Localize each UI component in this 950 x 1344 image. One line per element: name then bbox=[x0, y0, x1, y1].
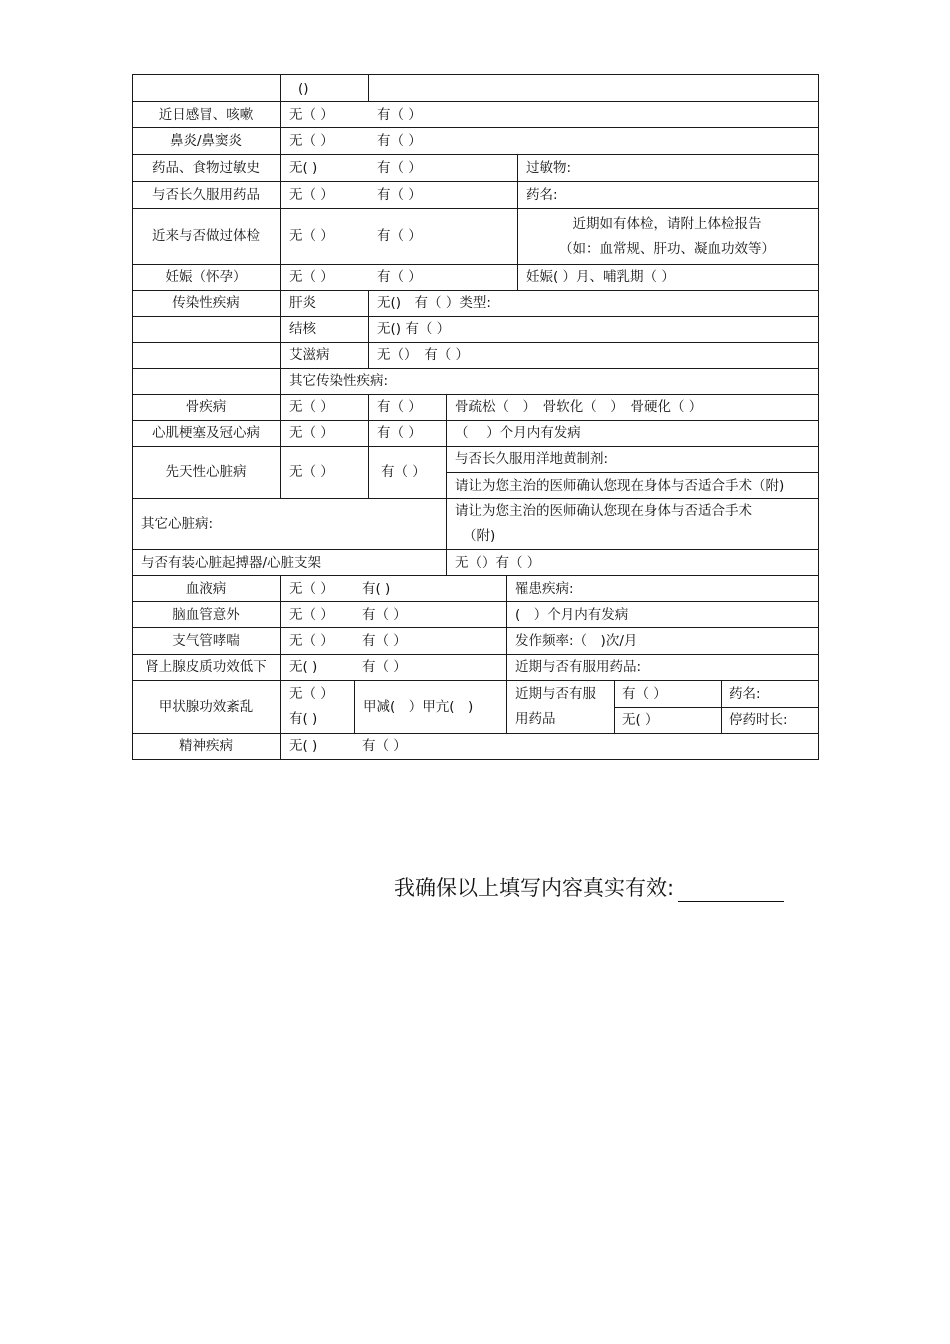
aids-field: 无（） 有（ ） bbox=[377, 347, 470, 363]
row-border bbox=[132, 154, 819, 155]
col-border bbox=[368, 290, 369, 368]
option-no: 无（ ） bbox=[289, 633, 334, 649]
row-border bbox=[132, 208, 819, 209]
digitalis-field: 与否长久服用洋地黄制剂: bbox=[455, 451, 609, 467]
row-border bbox=[132, 627, 819, 628]
option-yes: 有（ ） bbox=[362, 633, 407, 649]
drug-name-field: 药名: bbox=[526, 187, 558, 203]
row-border bbox=[132, 446, 819, 447]
row-border bbox=[132, 549, 819, 550]
col-border bbox=[446, 394, 447, 575]
row-label: 甲状腺功效紊乱 bbox=[158, 699, 254, 715]
row-label: 肾上腺皮质功效低下 bbox=[145, 659, 267, 675]
row-label: 药品、食物过敏史 bbox=[152, 160, 260, 176]
row-border bbox=[132, 290, 819, 291]
row-border bbox=[132, 680, 819, 681]
option-no: 无( ) bbox=[289, 160, 318, 176]
col-border bbox=[280, 74, 281, 498]
row-border bbox=[132, 264, 819, 265]
pregnancy-field: 妊娠( ）月、哺乳期（ ） bbox=[526, 269, 675, 285]
option-yes: 有（ ） bbox=[362, 738, 407, 754]
row-label: 心肌梗塞及冠心病 bbox=[152, 425, 260, 441]
row-label: 脑血管意外 bbox=[172, 607, 240, 623]
option-no: 无（ ） bbox=[289, 686, 334, 702]
option-no: 无（ ） bbox=[289, 464, 334, 480]
declaration bbox=[394, 872, 784, 902]
row-label: 先天性心脏病 bbox=[165, 464, 247, 480]
doctor-confirm-note: 请让为您主治的医师确认您现在身体与否适合手术（附) bbox=[455, 478, 785, 494]
bone-types: 骨疏松（ ） 骨软化（ ） 骨硬化（ ） bbox=[455, 399, 703, 415]
option-no: 无（ ） bbox=[289, 607, 334, 623]
row-label: 血液病 bbox=[185, 581, 227, 597]
option-no: 无（ ） bbox=[289, 269, 334, 285]
option-no: 无（ ） bbox=[289, 399, 334, 415]
option-no: 无（ ） bbox=[289, 425, 334, 441]
row-border bbox=[132, 601, 819, 602]
row-label: 近日感冒、咳嗽 bbox=[158, 107, 254, 123]
thyroid-type: 甲减( ）甲亢( ) bbox=[363, 699, 474, 715]
col-border bbox=[506, 575, 507, 733]
col-border bbox=[517, 154, 518, 290]
option-no: 无( ) bbox=[289, 738, 318, 754]
sub-label: 艾滋病 bbox=[289, 347, 330, 363]
col-border bbox=[280, 575, 281, 760]
col-border bbox=[354, 680, 355, 733]
row-border bbox=[132, 101, 819, 102]
row-label: 鼻炎/鼻窦炎 bbox=[169, 133, 243, 149]
checkup-note: 近期如有体检，请附上体检报告 bbox=[572, 216, 762, 232]
hepatitis-field: 无() 有（ ）类型: bbox=[377, 295, 491, 311]
row-border bbox=[614, 707, 819, 708]
option-yes: 有（ ） bbox=[381, 464, 426, 480]
row-label: 妊娠（怀孕） bbox=[165, 269, 247, 285]
row-border bbox=[132, 316, 819, 317]
row-border bbox=[132, 368, 819, 369]
sub-label: 肝炎 bbox=[289, 295, 316, 311]
col-border bbox=[132, 74, 133, 760]
row-border bbox=[132, 759, 819, 760]
option-no: 无（ ） bbox=[289, 228, 334, 244]
col-border bbox=[368, 394, 369, 498]
doctor-confirm-note: （附) bbox=[463, 528, 496, 544]
other-infectious-field: 其它传染性疾病: bbox=[289, 373, 389, 389]
drug-name-field: 药名: bbox=[729, 686, 761, 702]
row-label: 传染性疾病 bbox=[172, 295, 240, 311]
row-label: 骨疾病 bbox=[185, 399, 227, 415]
option-yes: 有（ ） bbox=[377, 269, 422, 285]
option-yes: 有（ ） bbox=[377, 228, 422, 244]
row-label: 其它心脏病: bbox=[141, 516, 214, 532]
doctor-confirm-note: 请让为您主治的医师确认您现在身体与否适合手术 bbox=[455, 503, 752, 519]
row-border bbox=[446, 472, 819, 473]
onset-field: ( ）个月内有发病 bbox=[515, 607, 629, 623]
option-yes: 有（ ） bbox=[377, 133, 422, 149]
medication-field: 近期与否有服用药品: bbox=[515, 659, 642, 675]
row-border bbox=[132, 654, 819, 655]
row-border bbox=[132, 575, 819, 576]
row-label: 近来与否做过体检 bbox=[152, 228, 260, 244]
row-label: 精神疾病 bbox=[179, 738, 233, 754]
stop-duration-field: 停药时长: bbox=[729, 712, 788, 728]
option-no: 无（ ） bbox=[289, 107, 334, 123]
option-yes: 有（ ） bbox=[377, 107, 422, 123]
option-yes: 有（ ） bbox=[622, 686, 667, 702]
pacemaker-field: 无（）有（ ） bbox=[455, 555, 541, 571]
row-border bbox=[132, 342, 819, 343]
frequency-field: 发作频率:（ )次/月 bbox=[515, 633, 638, 649]
disease-field: 罹患疾病: bbox=[515, 581, 574, 597]
row-label: 与否长久服用药品 bbox=[152, 187, 260, 203]
row-border bbox=[132, 733, 819, 734]
checkup-note: （如：血常规、肝功、凝血功效等） bbox=[559, 241, 775, 257]
onset-field: （ ）个月内有发病 bbox=[455, 425, 581, 441]
col-border bbox=[721, 680, 722, 733]
row-border bbox=[132, 127, 819, 128]
medication-question: 用药品 bbox=[515, 711, 556, 727]
allergen-field: 过敏物: bbox=[526, 160, 572, 176]
sub-label: 结核 bbox=[289, 321, 316, 337]
option-yes: 有（ ） bbox=[362, 659, 407, 675]
option-yes: 有（ ） bbox=[377, 160, 422, 176]
col-border bbox=[614, 680, 615, 733]
tb-field: 无() 有（ ） bbox=[377, 321, 451, 337]
row-border bbox=[132, 498, 819, 499]
option-yes: 有( ) bbox=[362, 581, 391, 597]
option-yes: 有（ ） bbox=[377, 399, 422, 415]
signature-line bbox=[678, 879, 784, 902]
declaration-text: 我确保以上填写内容真实有效: bbox=[394, 876, 675, 900]
option-no: 无( ) bbox=[289, 659, 318, 675]
option-yes: 有（ ） bbox=[362, 607, 407, 623]
row-border bbox=[132, 74, 819, 75]
row-label: 与否有装心脏起搏器/心脏支架 bbox=[141, 555, 322, 571]
row-border bbox=[132, 181, 819, 182]
col-border bbox=[368, 74, 369, 101]
option-yes: 有（ ） bbox=[377, 187, 422, 203]
option-yes: 有( ) bbox=[289, 711, 318, 727]
option-no: 无( ） bbox=[622, 712, 659, 728]
cell-text: () bbox=[298, 81, 309, 97]
option-yes: 有（ ） bbox=[377, 425, 422, 441]
medication-question: 近期与否有服 bbox=[515, 686, 596, 702]
option-no: 无（ ） bbox=[289, 581, 334, 597]
row-label: 支气管哮喘 bbox=[172, 633, 240, 649]
option-no: 无（ ） bbox=[289, 187, 334, 203]
row-border bbox=[132, 394, 819, 395]
row-border bbox=[132, 420, 819, 421]
option-no: 无（ ） bbox=[289, 133, 334, 149]
col-border bbox=[818, 74, 819, 760]
